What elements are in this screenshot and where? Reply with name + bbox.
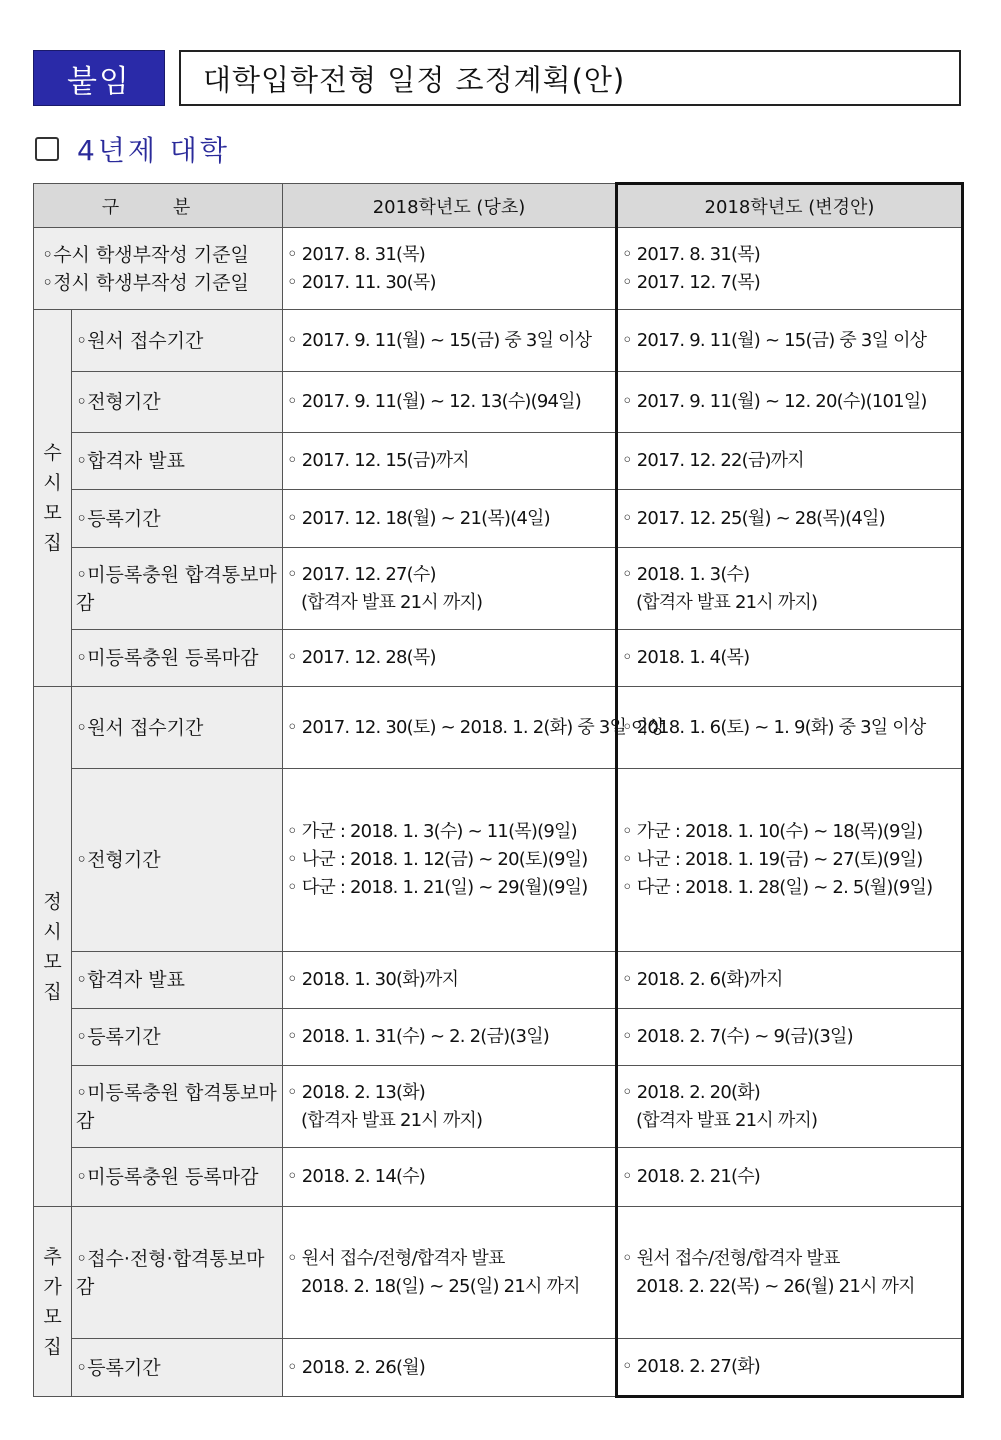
- item-label-cell: ◦전형기간: [72, 372, 283, 433]
- revised-value-line: ◦ 2017. 8. 31(목): [622, 243, 761, 265]
- original-value-cell: [283, 490, 617, 548]
- original-value-cell: [283, 1148, 617, 1207]
- revised-value-line: ◦ 다군 : 2018. 1. 28(일) ~ 2. 5(월)(9일): [622, 877, 933, 898]
- table-row: [34, 228, 963, 310]
- original-value-cell: [283, 769, 617, 952]
- original-value-cell: [283, 1066, 617, 1148]
- column-header-category: 구 분: [34, 184, 283, 228]
- original-value-line: ◦ 2018. 2. 26(월): [287, 1356, 426, 1378]
- base-date-label-line: ◦정시 학생부작성 기준일: [42, 271, 249, 294]
- revised-value-line: (합격자 발표 21시 까지): [636, 1109, 818, 1131]
- schedule-table: [33, 182, 964, 1398]
- revised-value-cell: [617, 1207, 963, 1339]
- revised-value-line: ◦ 2018. 2. 20(화): [622, 1081, 761, 1103]
- original-value-cell: [283, 1207, 617, 1339]
- item-label-cell: ◦미등록충원 합격통보마감: [72, 548, 283, 630]
- revised-value-cell: [617, 687, 963, 769]
- revised-value-cell: [617, 433, 963, 490]
- revised-value-line: ◦ 2018. 2. 7(수) ~ 9(금)(3일): [622, 1026, 853, 1047]
- original-value-cell: [283, 1009, 617, 1066]
- item-label-cell: ◦미등록충원 합격통보마감: [72, 1066, 283, 1148]
- revised-value-line: ◦ 2018. 2. 27(화): [622, 1356, 761, 1377]
- revised-value-cell: [617, 1148, 963, 1207]
- revised-value-cell: [617, 490, 963, 548]
- base-date-label-line: ◦수시 학생부작성 기준일: [42, 243, 249, 266]
- checkbox-icon: [35, 137, 59, 161]
- original-value-line: ◦ 2017. 9. 11(월) ~ 15(금) 중 3일 이상: [287, 329, 592, 351]
- original-value-line: ◦ 2018. 1. 31(수) ~ 2. 2(금)(3일): [287, 1026, 550, 1047]
- item-label-cell: ◦원서 접수기간: [72, 687, 283, 769]
- revised-value-line: ◦ 2018. 2. 21(수): [622, 1166, 761, 1187]
- table-row: [34, 687, 963, 769]
- original-value-cell: [283, 228, 617, 310]
- item-label-cell: ◦합격자 발표: [72, 952, 283, 1009]
- table-header-row: [34, 184, 963, 228]
- original-value-cell: [283, 310, 617, 372]
- table-row: [34, 1207, 963, 1339]
- table-row: [34, 1009, 963, 1066]
- category-cell: [34, 1207, 72, 1397]
- revised-value-line: ◦ 2018. 1. 3(수): [622, 563, 750, 585]
- table-row: [34, 1066, 963, 1148]
- revised-value-line: ◦ 원서 접수/전형/합격자 발표: [622, 1247, 840, 1269]
- revised-value-cell: [617, 1339, 963, 1397]
- revised-value-line: ◦ 가군 : 2018. 1. 10(수) ~ 18(목)(9일): [622, 821, 923, 842]
- item-label-cell: ◦등록기간: [72, 1009, 283, 1066]
- revised-value-line: ◦ 2017. 12. 25(월) ~ 28(목)(4일): [622, 507, 885, 529]
- table-row: [34, 548, 963, 630]
- revised-value-line: ◦ 2018. 1. 4(목): [622, 647, 750, 668]
- revised-value-line: ◦ 나군 : 2018. 1. 19(금) ~ 27(토)(9일): [622, 849, 923, 870]
- revised-value-cell: [617, 630, 963, 687]
- revised-value-cell: [617, 1066, 963, 1148]
- document-header: [33, 50, 961, 106]
- item-label-cell: ◦등록기간: [72, 490, 283, 548]
- table-row: [34, 952, 963, 1009]
- section-heading: [35, 132, 230, 166]
- table-row: [34, 490, 963, 548]
- original-value-line: ◦ 2018. 2. 13(화): [287, 1081, 426, 1103]
- revised-value-cell: [617, 372, 963, 433]
- table-row: [34, 310, 963, 372]
- original-value-line: ◦ 2018. 2. 14(수): [287, 1166, 426, 1187]
- table-row: [34, 1339, 963, 1397]
- original-value-line: ◦ 2017. 12. 18(월) ~ 21(목)(4일): [287, 507, 550, 529]
- original-value-line: ◦ 2017. 12. 28(목): [287, 647, 436, 668]
- category-label: 추가모집: [43, 1245, 62, 1358]
- attachment-badge: 붙임: [33, 50, 165, 106]
- original-value-line: ◦ 2017. 12. 27(수): [287, 563, 436, 585]
- revised-value-line: ◦ 2018. 1. 6(토) ~ 1. 9(화) 중 3일 이상: [622, 716, 926, 738]
- original-value-line: (합격자 발표 21시 까지): [301, 1109, 483, 1131]
- original-value-cell: [283, 952, 617, 1009]
- revised-value-cell: [617, 228, 963, 310]
- original-value-line: 2018. 2. 18(일) ~ 25(일) 21시 까지: [301, 1275, 580, 1297]
- category-cell: [34, 687, 72, 1207]
- original-value-line: ◦ 나군 : 2018. 1. 12(금) ~ 20(토)(9일): [287, 849, 588, 870]
- item-label-cell: ◦원서 접수기간: [72, 310, 283, 372]
- item-label-cell: ◦접수·전형·합격통보마감: [72, 1207, 283, 1339]
- revised-value-line: 2018. 2. 22(목) ~ 26(월) 21시 까지: [636, 1275, 915, 1297]
- original-value-line: ◦ 2018. 1. 30(화)까지: [287, 969, 459, 990]
- document-title: 대학입학전형 일정 조정계획(안): [179, 50, 961, 106]
- original-value-line: ◦ 원서 접수/전형/합격자 발표: [287, 1247, 505, 1269]
- revised-value-line: (합격자 발표 21시 까지): [636, 591, 818, 613]
- original-value-cell: [283, 433, 617, 490]
- original-value-cell: [283, 687, 665, 769]
- original-value-line: ◦ 2017. 12. 15(금)까지: [287, 450, 469, 471]
- original-value-cell: [283, 372, 617, 433]
- base-date-label-cell: [34, 228, 283, 310]
- revised-value-line: ◦ 2017. 12. 7(목): [622, 271, 761, 293]
- original-value-line: ◦ 가군 : 2018. 1. 3(수) ~ 11(목)(9일): [287, 821, 577, 842]
- original-value-cell: [283, 630, 617, 687]
- original-value-line: ◦ 2017. 12. 30(토) ~ 2018. 1. 2(화) 중 3일 이상: [287, 716, 665, 738]
- table-row: [34, 433, 963, 490]
- item-label-cell: ◦등록기간: [72, 1339, 283, 1397]
- table-row: [34, 769, 963, 952]
- category-label: 정시모집: [43, 890, 62, 1003]
- item-label-cell: ◦전형기간: [72, 769, 283, 952]
- revised-value-line: ◦ 2017. 9. 11(월) ~ 12. 20(수)(101일): [622, 391, 927, 412]
- revised-value-cell: [617, 1009, 963, 1066]
- table-row: [34, 630, 963, 687]
- column-header-original: 2018학년도 (당초): [283, 184, 617, 228]
- item-label-cell: ◦미등록충원 등록마감: [72, 1148, 283, 1207]
- table-row: [34, 1148, 963, 1207]
- category-cell: [34, 310, 72, 687]
- revised-value-cell: [617, 952, 963, 1009]
- revised-value-cell: [617, 310, 963, 372]
- revised-value-line: ◦ 2017. 12. 22(금)까지: [622, 450, 804, 471]
- column-header-revised: 2018학년도 (변경안): [617, 184, 963, 228]
- item-label-cell: ◦합격자 발표: [72, 433, 283, 490]
- original-value-line: ◦ 2017. 8. 31(목): [287, 243, 426, 265]
- table-row: [34, 372, 963, 433]
- revised-value-cell: [617, 548, 963, 630]
- section-label: 4년제 대학: [77, 134, 230, 167]
- category-label: 수시모집: [43, 442, 62, 554]
- original-value-line: ◦ 2017. 11. 30(목): [287, 271, 436, 293]
- original-value-cell: [283, 548, 617, 630]
- original-value-line: ◦ 2017. 9. 11(월) ~ 12. 13(수)(94일): [287, 391, 581, 412]
- revised-value-line: ◦ 2018. 2. 6(화)까지: [622, 969, 783, 990]
- item-label-cell: ◦미등록충원 등록마감: [72, 630, 283, 687]
- revised-value-cell: [617, 769, 963, 952]
- original-value-line: (합격자 발표 21시 까지): [301, 591, 483, 613]
- original-value-cell: [283, 1339, 617, 1397]
- revised-value-line: ◦ 2017. 9. 11(월) ~ 15(금) 중 3일 이상: [622, 329, 927, 351]
- original-value-line: ◦ 다군 : 2018. 1. 21(일) ~ 29(월)(9일): [287, 877, 588, 898]
